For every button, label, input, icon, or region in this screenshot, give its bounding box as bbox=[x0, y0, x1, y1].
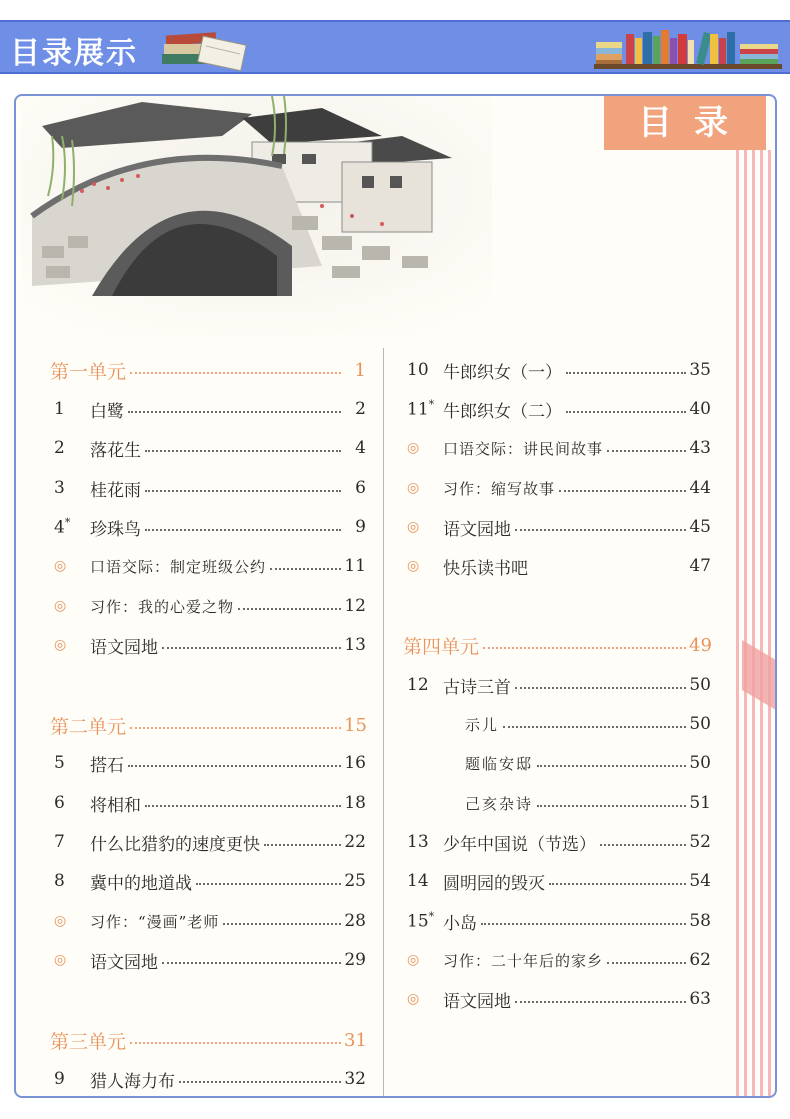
page-number: 58 bbox=[689, 911, 711, 931]
toc-item-row[interactable] bbox=[403, 514, 711, 540]
item-title: 习作：“漫画”老师 bbox=[90, 912, 220, 931]
leader-dots bbox=[566, 411, 686, 413]
unit-title: 第二单元 bbox=[50, 715, 127, 738]
lesson-title: 落花生 bbox=[90, 440, 141, 461]
lesson-title: 白鹭 bbox=[90, 401, 124, 422]
toc-lesson-row[interactable] bbox=[403, 672, 711, 698]
leader-dots bbox=[128, 765, 341, 767]
page-number: 9 bbox=[355, 517, 366, 537]
page-number: 50 bbox=[689, 675, 711, 695]
page-number: 11 bbox=[344, 556, 366, 576]
lesson-number: 4* bbox=[54, 516, 71, 538]
lesson-number: 3 bbox=[54, 478, 65, 498]
toc-lesson-row[interactable] bbox=[50, 396, 366, 422]
toc-subitem-row[interactable] bbox=[403, 750, 711, 776]
toc-item-row[interactable] bbox=[403, 553, 711, 579]
page-number: 50 bbox=[689, 714, 711, 734]
leader-dots bbox=[537, 765, 686, 767]
leader-dots bbox=[130, 1042, 341, 1044]
page-number: 45 bbox=[689, 517, 711, 537]
page-number: 32 bbox=[344, 1069, 366, 1089]
leader-dots bbox=[264, 844, 341, 846]
leader-dots bbox=[130, 372, 341, 374]
page-number: 62 bbox=[689, 950, 711, 970]
leader-dots bbox=[537, 805, 686, 807]
page-number: 51 bbox=[689, 793, 711, 813]
leader-dots bbox=[128, 411, 341, 413]
toc-item-row[interactable] bbox=[403, 986, 711, 1012]
books-stack-icon bbox=[160, 26, 250, 72]
toc-unit-row[interactable] bbox=[403, 632, 711, 658]
column-divider bbox=[383, 348, 384, 1098]
item-title: 口语交际：讲民间故事 bbox=[443, 439, 604, 458]
poem-title: 己亥杂诗 bbox=[465, 794, 534, 813]
leader-dots bbox=[515, 529, 686, 531]
lesson-title: 小岛 bbox=[443, 913, 477, 934]
toc-lesson-row[interactable] bbox=[403, 357, 711, 383]
leader-dots bbox=[196, 883, 341, 885]
lesson-number: 6 bbox=[54, 793, 65, 813]
page-number: 25 bbox=[344, 871, 366, 891]
leader-dots bbox=[515, 1001, 686, 1003]
leader-dots bbox=[130, 727, 341, 729]
page-number: 31 bbox=[344, 1029, 367, 1051]
toc-item-row[interactable] bbox=[50, 632, 366, 658]
toc-lesson-row[interactable] bbox=[50, 868, 366, 894]
page-number: 29 bbox=[344, 950, 366, 970]
decorative-side-stripes bbox=[736, 150, 777, 1098]
double-circle-icon: ◎ bbox=[407, 440, 420, 456]
double-circle-icon: ◎ bbox=[54, 913, 67, 929]
item-title: 语文园地 bbox=[443, 519, 511, 540]
toc-lesson-row[interactable] bbox=[50, 750, 366, 776]
toc-item-row[interactable] bbox=[50, 553, 366, 579]
leader-dots bbox=[162, 647, 341, 649]
item-title: 语文园地 bbox=[90, 637, 158, 658]
toc-lesson-row[interactable] bbox=[403, 868, 711, 894]
page-number: 44 bbox=[689, 478, 711, 498]
toc-item-row[interactable] bbox=[50, 908, 366, 934]
lesson-number: 8 bbox=[54, 871, 65, 891]
lesson-title: 少年中国说（节选） bbox=[443, 834, 596, 855]
leader-dots bbox=[223, 923, 341, 925]
page-number: 47 bbox=[689, 556, 711, 576]
header-banner bbox=[0, 20, 790, 74]
poem-title: 示儿 bbox=[465, 715, 500, 734]
optional-lesson-mark: * bbox=[428, 910, 435, 924]
leader-dots bbox=[145, 529, 341, 531]
toc-item-row[interactable] bbox=[50, 947, 366, 973]
leader-dots bbox=[515, 687, 686, 689]
leader-dots bbox=[238, 608, 341, 610]
leader-dots bbox=[607, 962, 686, 964]
lesson-title: 古诗三首 bbox=[443, 677, 511, 698]
leader-dots bbox=[566, 372, 686, 374]
lesson-title: 桂花雨 bbox=[90, 480, 141, 501]
lesson-title: 冀中的地道战 bbox=[90, 873, 192, 894]
lesson-number: 11* bbox=[407, 398, 435, 420]
leader-dots bbox=[179, 1081, 341, 1083]
page-number: 63 bbox=[689, 989, 711, 1009]
lesson-title: 牛郎织女（二） bbox=[443, 401, 562, 422]
page-number: 2 bbox=[355, 399, 366, 419]
lesson-number: 13 bbox=[407, 832, 429, 852]
item-title: 习作：缩写故事 bbox=[443, 479, 556, 498]
double-circle-icon: ◎ bbox=[54, 952, 67, 968]
poem-title: 题临安邸 bbox=[465, 754, 534, 773]
leader-dots bbox=[481, 923, 686, 925]
page-number: 16 bbox=[344, 753, 366, 773]
page-number: 54 bbox=[689, 871, 711, 891]
double-circle-icon: ◎ bbox=[407, 952, 420, 968]
lesson-title: 珍珠鸟 bbox=[90, 519, 141, 540]
toc-lesson-row[interactable] bbox=[50, 475, 366, 501]
toc-item-row[interactable] bbox=[403, 475, 711, 501]
double-circle-icon: ◎ bbox=[407, 558, 420, 574]
lesson-number: 7 bbox=[54, 832, 65, 852]
leader-dots bbox=[559, 490, 686, 492]
leader-dots bbox=[607, 450, 686, 452]
optional-lesson-mark: * bbox=[428, 398, 435, 412]
lesson-number: 5 bbox=[54, 753, 65, 773]
double-circle-icon: ◎ bbox=[54, 558, 67, 574]
lesson-number: 15* bbox=[407, 910, 435, 932]
page-number: 15 bbox=[344, 714, 367, 736]
toc-unit-row[interactable] bbox=[50, 712, 366, 738]
toc-lesson-row[interactable] bbox=[50, 829, 366, 855]
leader-dots bbox=[145, 450, 341, 452]
page-number: 13 bbox=[344, 635, 366, 655]
lesson-number: 10 bbox=[407, 360, 429, 380]
toc-subitem-row[interactable] bbox=[403, 790, 711, 816]
item-title: 习作：我的心爱之物 bbox=[90, 597, 235, 616]
toc-item-row[interactable] bbox=[403, 435, 711, 461]
bookshelf-icon bbox=[594, 26, 782, 72]
page-number: 49 bbox=[689, 634, 712, 656]
toc-subitem-row[interactable] bbox=[403, 711, 711, 737]
leader-dots bbox=[162, 962, 341, 964]
page-number: 40 bbox=[689, 399, 711, 419]
page-number: 52 bbox=[689, 832, 711, 852]
toc-unit-row[interactable] bbox=[50, 357, 366, 383]
lesson-number: 12 bbox=[407, 675, 429, 695]
page-number: 4 bbox=[355, 438, 366, 458]
page-number: 6 bbox=[355, 478, 366, 498]
double-circle-icon: ◎ bbox=[407, 480, 420, 496]
leader-dots bbox=[145, 805, 341, 807]
toc-lesson-row[interactable] bbox=[50, 1066, 366, 1092]
toc-lesson-row[interactable] bbox=[50, 790, 366, 816]
toc-item-row[interactable] bbox=[403, 947, 711, 973]
leader-dots bbox=[600, 844, 686, 846]
banner-title: 目录展示 bbox=[10, 36, 138, 71]
page-number: 35 bbox=[689, 360, 711, 380]
toc-heading-tab: 目录 bbox=[604, 96, 766, 150]
unit-title: 第三单元 bbox=[50, 1030, 127, 1053]
page-number: 12 bbox=[344, 596, 366, 616]
leader-dots bbox=[483, 647, 686, 649]
lesson-number: 9 bbox=[54, 1069, 65, 1089]
toc-lesson-row[interactable] bbox=[50, 435, 366, 461]
page-number: 22 bbox=[344, 832, 366, 852]
leader-dots bbox=[503, 726, 686, 728]
lesson-number: 1 bbox=[54, 399, 65, 419]
toc-lesson-row[interactable] bbox=[403, 908, 711, 934]
lesson-title: 将相和 bbox=[90, 795, 141, 816]
page-number: 1 bbox=[354, 359, 366, 381]
toc-item-row[interactable] bbox=[50, 593, 366, 619]
leader-dots bbox=[145, 490, 341, 492]
optional-lesson-mark: * bbox=[64, 516, 71, 530]
item-title: 习作：二十年后的家乡 bbox=[443, 951, 604, 970]
lesson-title: 猎人海力布 bbox=[90, 1071, 175, 1092]
double-circle-icon: ◎ bbox=[54, 598, 67, 614]
lesson-number: 14 bbox=[407, 871, 429, 891]
page-number: 50 bbox=[689, 753, 711, 773]
lesson-title: 圆明园的毁灭 bbox=[443, 873, 545, 894]
lesson-title: 牛郎织女（一） bbox=[443, 362, 562, 383]
page-number: 18 bbox=[344, 793, 366, 813]
item-title: 语文园地 bbox=[443, 991, 511, 1012]
leader-dots bbox=[270, 568, 341, 570]
toc-lesson-row[interactable] bbox=[50, 514, 366, 540]
book-page bbox=[14, 94, 777, 1098]
unit-title: 第一单元 bbox=[50, 360, 127, 383]
unit-title: 第四单元 bbox=[403, 635, 480, 658]
page-number: 28 bbox=[344, 911, 366, 931]
double-circle-icon: ◎ bbox=[54, 637, 67, 653]
leader-dots bbox=[549, 883, 686, 885]
page-number: 43 bbox=[689, 438, 711, 458]
double-circle-icon: ◎ bbox=[407, 991, 420, 1007]
lesson-number: 2 bbox=[54, 438, 65, 458]
lesson-title: 什么比猎豹的速度更快 bbox=[90, 834, 260, 855]
stone-bridge-illustration bbox=[22, 96, 492, 336]
lesson-title: 搭石 bbox=[90, 755, 124, 776]
item-title: 口语交际：制定班级公约 bbox=[90, 557, 267, 576]
item-title: 语文园地 bbox=[90, 952, 158, 973]
toc-lesson-row[interactable] bbox=[403, 829, 711, 855]
item-title: 快乐读书吧 bbox=[443, 558, 528, 579]
double-circle-icon: ◎ bbox=[407, 519, 420, 535]
toc-unit-row[interactable] bbox=[50, 1027, 366, 1053]
toc-lesson-row[interactable] bbox=[403, 396, 711, 422]
